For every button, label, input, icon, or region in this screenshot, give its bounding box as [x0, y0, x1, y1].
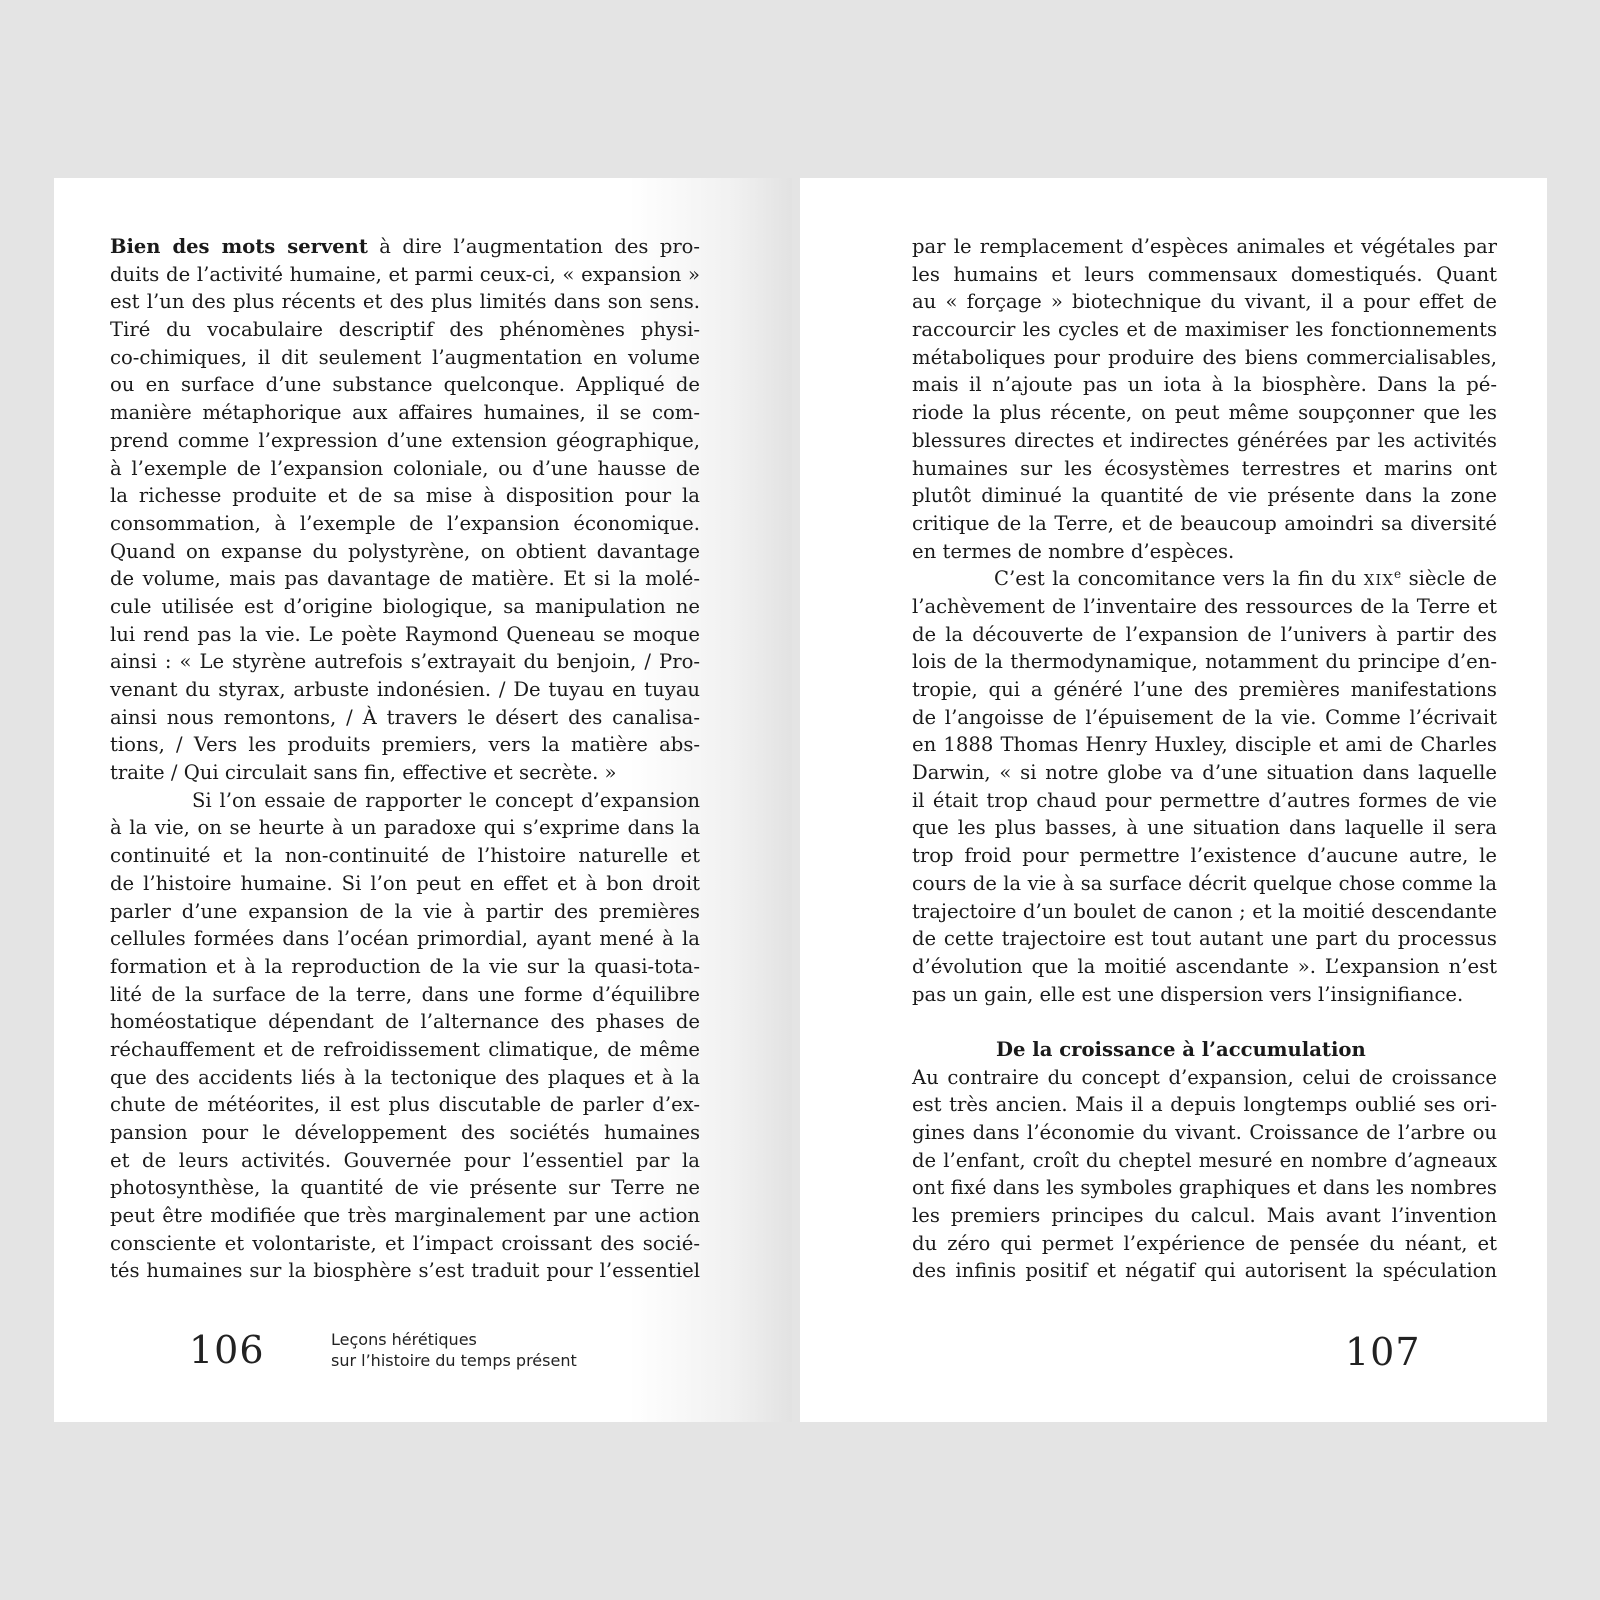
text-line: au « forçage » biotechnique du vivant, il a pour effet de [912, 290, 1497, 314]
text-line: duits de l’activité humaine, et parmi ceux-ci, « expansion » [110, 262, 700, 286]
text-line: ont fixé dans les symboles graphiques et dans les nombres [912, 1176, 1497, 1200]
text-line: raccourcir les cycles et de maximiser les fonctionnements [912, 318, 1497, 342]
text-line: pas un gain, elle est une dispersion vers l’insignifiance. [912, 982, 1464, 1006]
left-page-body [110, 233, 700, 1285]
text-line: par le remplacement d’espèces animales et végétales par [912, 235, 1497, 258]
text-line: lité de la surface de la terre, dans une forme d’équilibre [110, 982, 700, 1006]
text-line: cours de la vie à sa surface décrit quelque chose comme la [912, 871, 1497, 895]
text-line: chute de météorites, il est plus discutable de parler d’ex- [110, 1093, 700, 1117]
running-title-line: Leçons hérétiques [331, 1330, 477, 1349]
text-line: riode la plus récente, on peut même soupçonner que les [912, 401, 1497, 425]
text-line: co-chimiques, il dit seulement l’augmentation en volume [110, 345, 700, 369]
text-line: Si l’on essaie de rapporter le concept d’expansion [192, 788, 700, 812]
text-line: gines dans l’économie du vivant. Croissance de l’arbre ou [912, 1121, 1497, 1144]
text-line: homéostatique dépendant de l’alternance des phases de [110, 1010, 700, 1034]
running-title [331, 1329, 577, 1371]
right-page-body [912, 233, 1497, 1285]
text-line: à l’exemple de l’expansion coloniale, ou d’une hausse de [110, 456, 700, 480]
text-line: cellules formées dans l’océan primordial, ayant mené à la [110, 927, 700, 951]
text-line: du zéro qui permet l’expérience de pensée du néant, et [912, 1231, 1497, 1255]
text-line: à la vie, on se heurte à un paradoxe qui s’exprime dans la [110, 816, 700, 840]
text-line: cule utilisée est d’origine biologique, sa manipulation ne [110, 594, 700, 618]
text-line: l’achèvement de l’inventaire des ressources de la Terre et [912, 594, 1497, 618]
text-line: parler d’une expansion de la vie à partir des premières [110, 899, 700, 923]
text-line: lui rend pas la vie. Le poète Raymond Queneau se moque [110, 622, 700, 646]
text-line: humaines sur les écosystèmes terrestres et marins ont [912, 456, 1497, 480]
text-line: peut être modifiée que très marginalement par une action [110, 1204, 700, 1228]
text-line: consommation, à l’exemple de l’expansion économique. [110, 511, 700, 535]
text-line: de volume, mais pas davantage de matière. Et si la molé- [110, 567, 700, 591]
text-line: continuité et la non-continuité de l’histoire naturelle et [110, 844, 700, 868]
text-line: tés humaines sur la biosphère s’est traduit pour l’essentiel [110, 1259, 700, 1283]
text-line: Darwin, « si notre globe va d’une situation dans laquelle [912, 761, 1497, 785]
text-line: est très ancien. Mais il a depuis longtemps oublié ses ori- [912, 1093, 1497, 1117]
text-line: de la découverte de l’expansion de l’univers à partir des [912, 622, 1497, 646]
text-line: formation et à la reproduction de la vie sur la quasi-tota- [110, 954, 700, 978]
text-line: consciente et volontariste, et l’impact croissant des socié- [110, 1231, 700, 1255]
text-line: Quand on expanse du polystyrène, on obtient davantage [110, 539, 700, 563]
right-page [800, 178, 1547, 1422]
text-line: est l’un des plus récents et des plus limités dans son sens. [110, 290, 700, 314]
text-line: d’évolution que la moitié ascendante ». L’expansion n’est [912, 954, 1497, 978]
paragraph-gap [912, 1008, 1497, 1036]
text-line: il était trop chaud pour permettre d’autres formes de vie [912, 788, 1497, 812]
text-line: en 1888 Thomas Henry Huxley, disciple et ami de Charles [912, 733, 1497, 757]
text-line: ou en surface d’une substance quelconque. Appliqué de [110, 373, 700, 397]
text-line: venant du styrax, arbuste indonésien. / De tuyau en tuyau [110, 678, 700, 701]
text-line: blessures directes et indirectes générées par les activités [912, 428, 1497, 452]
page-number-left: 106 [189, 1328, 265, 1372]
text-line: que des accidents liés à la tectonique des plaques et à la [110, 1065, 700, 1089]
text-line: photosynthèse, la quantité de vie présente sur Terre ne [110, 1176, 700, 1200]
text-line: trajectoire d’un boulet de canon ; et la moitié descendante [912, 899, 1497, 923]
text-line: mais il n’ajoute pas un iota à la biosphère. Dans la pé- [912, 373, 1497, 397]
text-line: de cette trajectoire est tout autant une part du processus [912, 927, 1497, 951]
text-line: de l’histoire humaine. Si l’on peut en effet et à bon droit [110, 871, 700, 895]
text-line: et de leurs activités. Gouvernée pour l’essentiel par la [110, 1148, 700, 1172]
text-line: critique de la Terre, et de beaucoup amoindri sa diversité [912, 511, 1497, 535]
text-line: que les plus basses, à une situation dans laquelle il sera [912, 816, 1497, 840]
text-line: pansion pour le développement des sociétés humaines [110, 1121, 700, 1144]
text-line: manière métaphorique aux affaires humaines, il se com- [110, 401, 700, 425]
text-line: Au contraire du concept d’expansion, celui de croissance [912, 1065, 1497, 1089]
text-line: de l’angoisse de l’épuisement de la vie. Comme l’écrivait [912, 705, 1497, 729]
text-line: plutôt diminué la quantité de vie présente dans la zone [912, 484, 1497, 508]
text-line: les humains et leurs commensaux domestiqués. Quant [912, 262, 1497, 286]
text-line: réchauffement et de refroidissement climatique, de même [110, 1037, 700, 1061]
text-line: tions, / Vers les produits premiers, vers la matière abs- [110, 733, 700, 757]
section-heading: De la croissance à l’accumulation [996, 1037, 1366, 1061]
text-line: de l’enfant, croît du cheptel mesuré en nombre d’agneaux [912, 1148, 1497, 1172]
text-line: en termes de nombre d’espèces. [912, 539, 1235, 563]
century-numeral: XIX [1363, 571, 1395, 590]
text-line: métaboliques pour produire des biens commercialisables, [912, 345, 1497, 369]
text-line: ainsi nous remontons, / À travers le désert des canalisa- [110, 705, 700, 729]
text-line: Bien des mots servent à dire l’augmentation des pro- [110, 235, 700, 258]
text-line: Tiré du vocabulaire descriptif des phénomènes physi- [110, 318, 700, 342]
text-line: lois de la thermodynamique, notamment du principe d’en- [912, 650, 1497, 674]
text-line: les premiers principes du calcul. Mais avant l’invention [912, 1204, 1497, 1228]
page-number-right: 107 [1345, 1330, 1421, 1374]
text-line: ainsi : « Le styrène autrefois s’extrayait du benjoin, / Pro- [110, 650, 700, 674]
text-line: traite / Qui circulait sans fin, effective et secrète. » [110, 761, 617, 785]
lead-words: Bien des mots servent [110, 235, 368, 258]
running-title-line: sur l’histoire du temps présent [331, 1351, 577, 1370]
text-line: des infinis positif et négatif qui autorisent la spéculation [912, 1259, 1497, 1283]
text-line: C’est la concomitance vers la fin du XIXe siècle de [994, 567, 1497, 591]
text-line: tropie, qui a généré l’une des premières manifestations [912, 678, 1497, 701]
text-line: la richesse produite et de sa mise à disposition pour la [110, 484, 700, 508]
text-line: trop froid pour permettre l’existence d’aucune autre, le [912, 844, 1497, 868]
text-line: prend comme l’expression d’une extension géographique, [110, 428, 700, 452]
left-page [54, 178, 792, 1422]
